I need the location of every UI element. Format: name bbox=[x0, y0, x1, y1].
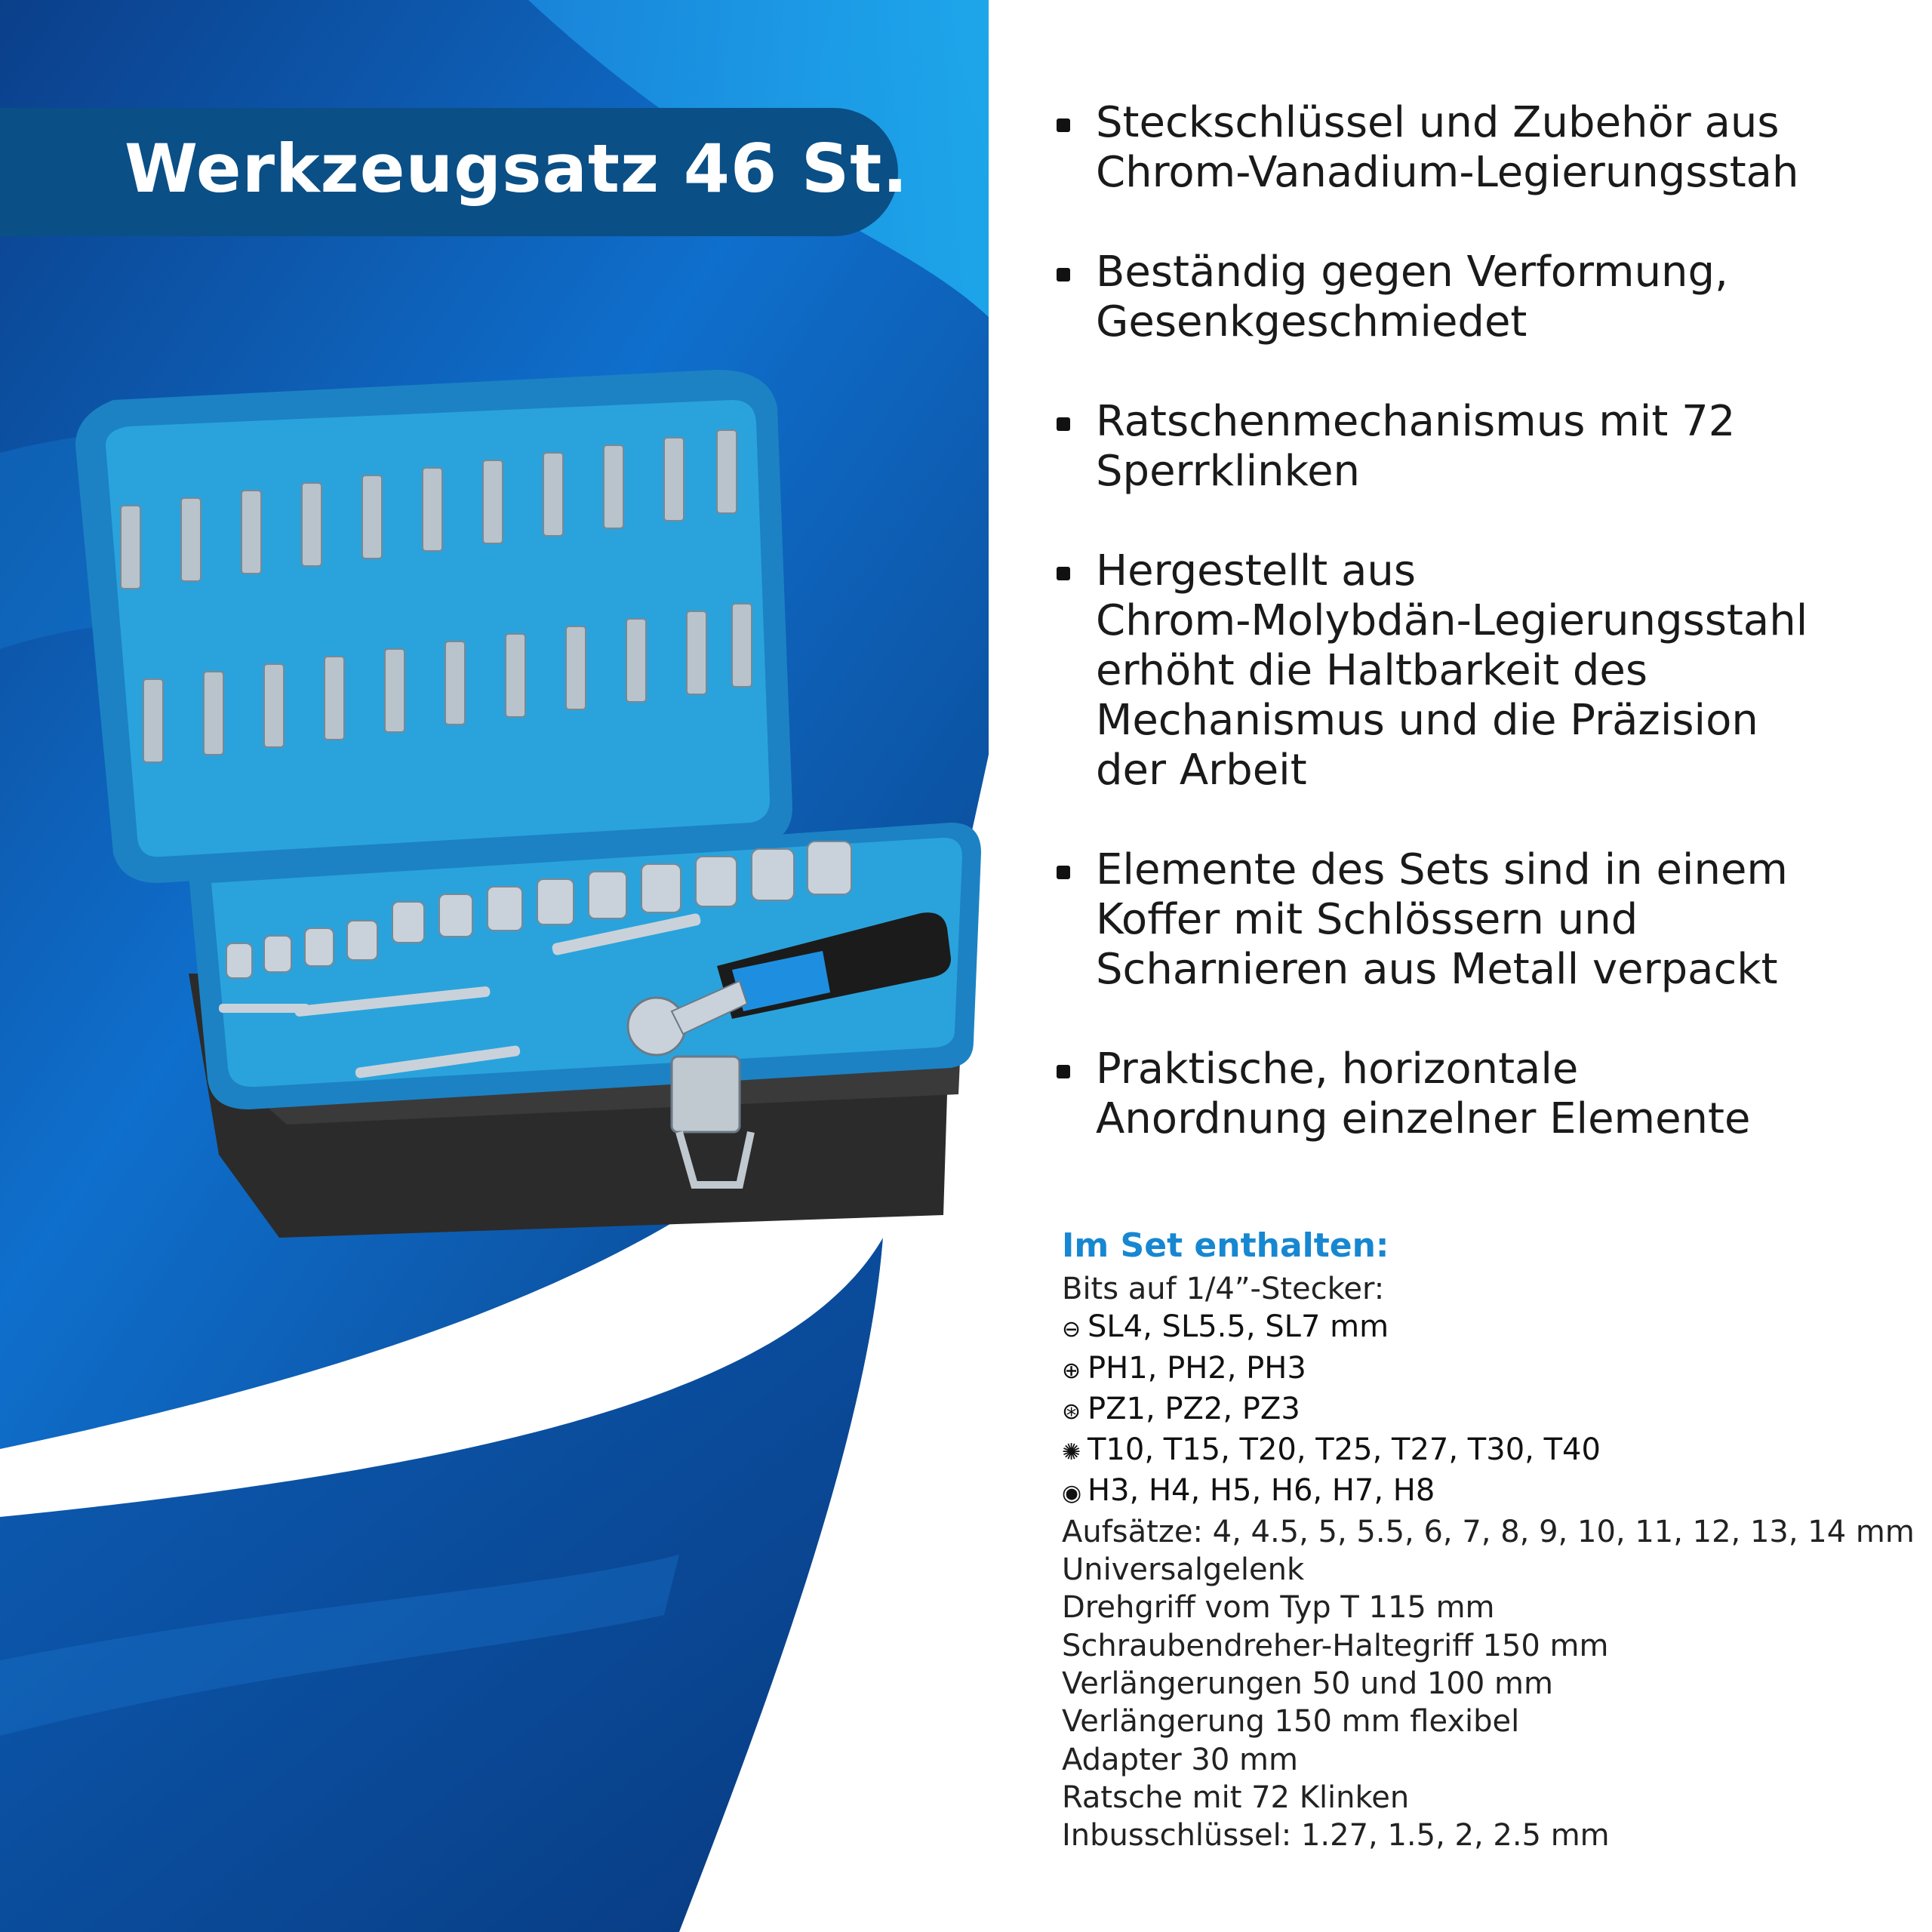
set-item-t-handle: Drehgriff vom Typ T 115 mm bbox=[1062, 1590, 1495, 1626]
set-heading: Im Set enthalten: bbox=[1062, 1226, 1389, 1265]
slotted-icon: ⊖ bbox=[1062, 1316, 1081, 1343]
bit-text: PH1, PH2, PH3 bbox=[1088, 1350, 1306, 1386]
bullet-icon bbox=[1057, 1065, 1070, 1078]
page-title: Werkzeugsatz 46 St. bbox=[125, 130, 909, 208]
feature-text: Praktische, horizontale Anordnung einzelner Elemente bbox=[1096, 1044, 1751, 1143]
feature-text: Beständig gegen Verformung, Gesenkgeschmiedet bbox=[1096, 248, 1728, 346]
set-item-adapter: Adapter 30 mm bbox=[1062, 1742, 1298, 1777]
bit-text: SL4, SL5.5, SL7 mm bbox=[1088, 1309, 1389, 1345]
set-item-extensions: Verlängerungen 50 und 100 mm bbox=[1062, 1666, 1553, 1701]
bullet-icon bbox=[1057, 567, 1070, 580]
set-item-sockets: Aufsätze: 4, 4.5, 5, 5.5, 6, 7, 8, 9, 10, 11, 12, 13, 14 mm bbox=[1062, 1514, 1915, 1549]
feature-item bbox=[1057, 98, 1909, 198]
feature-text: Hergestellt aus Chrom-Molybdän-Legierungsstahl erhöht die Haltbarkeit des Mechanismus und die Präzision der Arbeit bbox=[1096, 546, 1808, 795]
hex-icon: ◉ bbox=[1062, 1480, 1082, 1507]
bit-text: H3, H4, H5, H6, H7, H8 bbox=[1088, 1473, 1435, 1509]
bullet-icon bbox=[1057, 268, 1070, 281]
set-item-ratchet: Ratsche mit 72 Klinken bbox=[1062, 1780, 1410, 1815]
feature-list bbox=[1057, 98, 1909, 1144]
bit-text: PZ1, PZ2, PZ3 bbox=[1088, 1391, 1300, 1426]
feature-text: Ratschenmechanismus mit 72 Sperrklinken bbox=[1096, 397, 1736, 496]
bullet-icon bbox=[1057, 866, 1070, 879]
bits-heading: Bits auf 1/4”-Stecker: bbox=[1062, 1272, 1385, 1306]
set-item-screwdriver-handle: Schraubendreher-Haltegriff 150 mm bbox=[1062, 1628, 1609, 1663]
set-item-universal-joint: Universalgelenk bbox=[1062, 1552, 1305, 1588]
torx-icon: ✺ bbox=[1062, 1439, 1081, 1466]
feature-item bbox=[1057, 546, 1909, 795]
feature-item bbox=[1057, 397, 1909, 497]
feature-text: Elemente des Sets sind in einem Koffer mit Schlössern und Scharnieren aus Metall verpackt bbox=[1096, 845, 1788, 994]
bit-item-slotted bbox=[1062, 1308, 1915, 1349]
feature-item bbox=[1057, 248, 1909, 347]
bit-item-phillips bbox=[1062, 1349, 1915, 1390]
bit-text: T10, T15, T20, T25, T27, T30, T40 bbox=[1088, 1432, 1601, 1468]
toolbox-image bbox=[68, 355, 1064, 1260]
set-item-hex-keys: Inbusschlüssel: 1.27, 1.5, 2, 2.5 mm bbox=[1062, 1818, 1610, 1854]
phillips-icon: ⊕ bbox=[1062, 1357, 1081, 1384]
pozidriv-icon: ⊛ bbox=[1062, 1398, 1081, 1425]
feature-text: Steckschlüssel und Zubehör aus Chrom-Vanadium-Legierungsstah bbox=[1096, 98, 1799, 197]
set-item-flex-extension: Verlängerung 150 mm flexibel bbox=[1062, 1704, 1520, 1740]
set-contents-list bbox=[1062, 1270, 1915, 1854]
bit-item-hex bbox=[1062, 1472, 1915, 1512]
bullet-icon bbox=[1057, 118, 1070, 132]
feature-item bbox=[1057, 845, 1909, 995]
feature-item bbox=[1057, 1044, 1909, 1144]
bit-item-torx bbox=[1062, 1431, 1915, 1472]
bit-item-pozidriv bbox=[1062, 1390, 1915, 1431]
bullet-icon bbox=[1057, 417, 1070, 431]
